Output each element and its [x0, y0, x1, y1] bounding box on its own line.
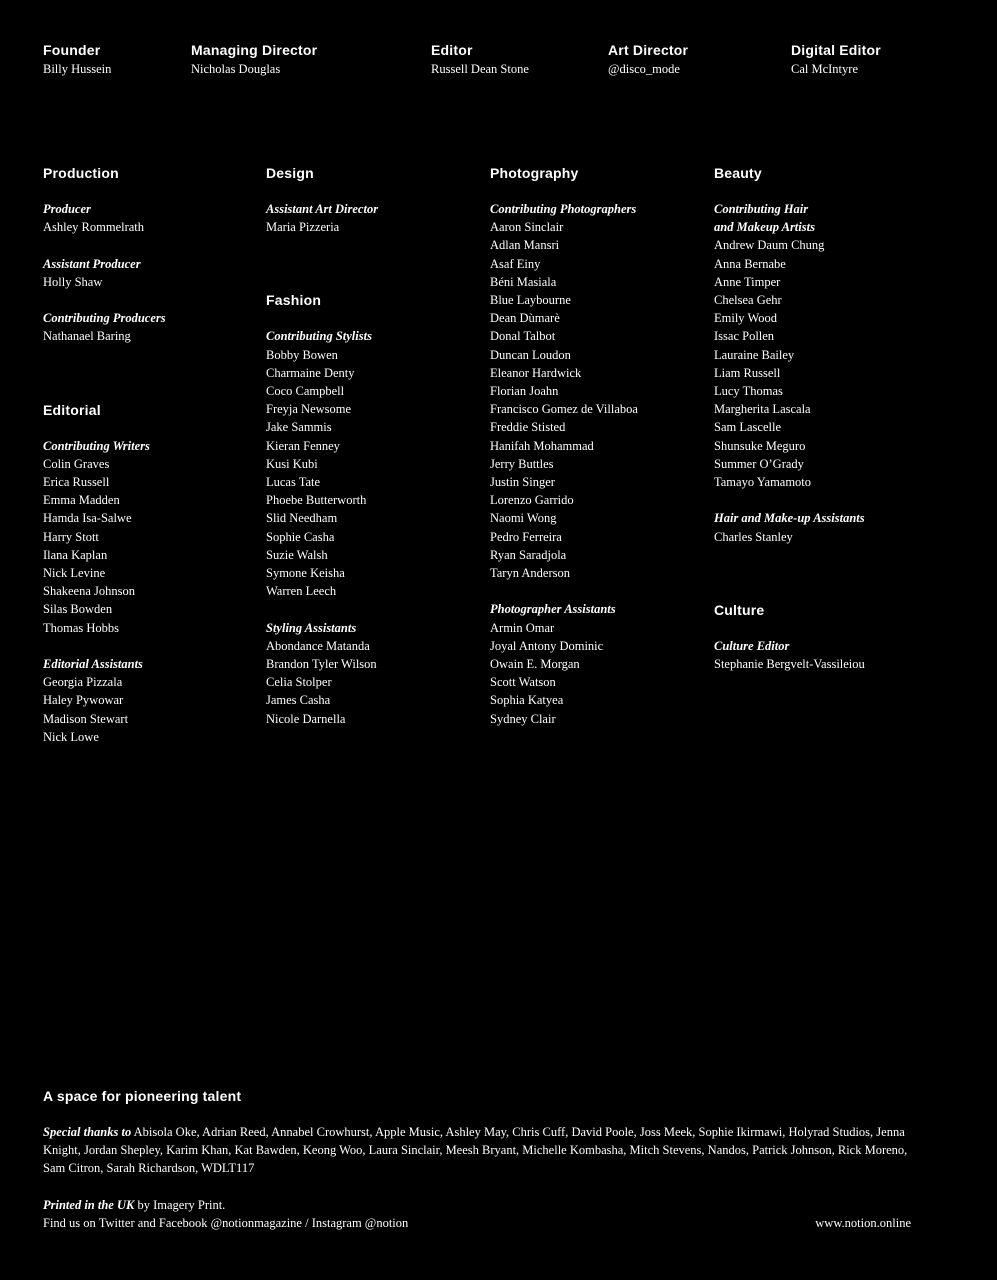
- list-item: Aaron Sinclair: [490, 220, 564, 235]
- list-item: Slid Needham: [266, 511, 338, 526]
- editorial-assistants-list: [43, 673, 258, 746]
- list-item: Lauraine Bailey: [714, 347, 795, 362]
- list-item: Francisco Gomez de Villaboa: [490, 402, 638, 417]
- footer: [43, 1087, 913, 1232]
- list-item: Nick Lowe: [43, 729, 99, 744]
- list-item: Warren Leech: [266, 584, 337, 599]
- thanks-label: Special thanks to: [43, 1125, 132, 1139]
- website-link[interactable]: www.notion.online: [815, 1216, 911, 1230]
- list-item: Tamayo Yamamoto: [714, 475, 812, 490]
- masthead-managing-director: [191, 41, 317, 78]
- tagline: A space for pioneering talent: [43, 1088, 242, 1104]
- role-label: Culture Editor: [714, 638, 790, 653]
- list-item: Issac Pollen: [714, 329, 775, 344]
- role-label: Producer: [43, 202, 91, 216]
- column-beauty-culture: [714, 164, 944, 673]
- list-item: Sophia Katyea: [490, 693, 564, 708]
- section-title-fashion: Fashion: [266, 292, 322, 309]
- list-item: Shakeena Johnson: [43, 584, 135, 599]
- role-label: Photographer Assistants: [490, 602, 616, 617]
- role-label: Founder: [43, 42, 101, 58]
- role-label: Editor: [431, 42, 473, 58]
- styling-assistants-list: [266, 637, 481, 728]
- list-item: Florian Joahn: [490, 384, 559, 399]
- social-text: Find us on Twitter and Facebook @notionmagazine / Instagram @notion: [43, 1216, 409, 1230]
- list-item: Erica Russell: [43, 475, 110, 489]
- role-label: Digital Editor: [791, 42, 881, 58]
- list-item: Armin Omar: [490, 620, 555, 635]
- list-item: Kusi Kubi: [266, 456, 318, 471]
- role-label: Contributing Producers: [43, 311, 166, 326]
- masthead-editor: [431, 41, 529, 78]
- section-title-photography: Photography: [490, 165, 579, 181]
- beauty-artists-list: [714, 236, 944, 491]
- list-item: Duncan Loudon: [490, 347, 571, 362]
- list-item: Charles Stanley: [714, 529, 793, 544]
- list-item: Anne Timper: [714, 274, 781, 289]
- list-item: Emily Wood: [714, 311, 778, 326]
- person-name: Nathanael Baring: [43, 329, 131, 344]
- photographer-assistants-list: [490, 619, 705, 728]
- special-thanks: [43, 1123, 913, 1178]
- writers-list: [43, 455, 258, 637]
- contact-line: [43, 1214, 913, 1232]
- role-label: and Makeup Artists: [714, 220, 815, 235]
- person-name: @disco_mode: [608, 62, 680, 76]
- masthead-art-director: [608, 41, 688, 78]
- list-item: Freyja Newsome: [266, 402, 352, 417]
- list-item: Brandon Tyler Wilson: [266, 657, 377, 672]
- role-label: Contributing Photographers: [490, 202, 637, 216]
- person-name: Maria Pizzeria: [266, 220, 340, 235]
- list-item: Emma Madden: [43, 493, 120, 508]
- role-label: Hair and Make-up Assistants: [714, 511, 865, 526]
- list-item: Blue Laybourne: [490, 293, 571, 308]
- list-item: Bobby Bowen: [266, 347, 338, 362]
- list-item: Madison Stewart: [43, 711, 129, 726]
- role-label: Styling Assistants: [266, 620, 357, 635]
- list-item: Jerry Buttles: [490, 456, 554, 471]
- list-item: James Casha: [266, 693, 331, 708]
- list-item: Phoebe Butterworth: [266, 493, 367, 508]
- list-item: Sydney Clair: [490, 711, 556, 726]
- section-title-culture: Culture: [714, 601, 765, 618]
- list-item: Ryan Saradjola: [490, 547, 567, 562]
- list-item: Harry Stott: [43, 529, 99, 544]
- list-item: Shunsuke Meguro: [714, 438, 806, 453]
- list-item: Suzie Walsh: [266, 547, 328, 562]
- person-name: Holly Shaw: [43, 274, 103, 289]
- thanks-text: Abisola Oke, Adrian Reed, Annabel Crowhurst, Apple Music, Ashley May, Chris Cuff, David Poole, Joss Meek, Sophie Ikirmawi, Holyrad Studios, Jenna Knight, Jordan Shepley, Karim Khan, Kat Bawden, Keong Woo, Laura Sinclair, Meesh Bryant, Michelle Kombasha, Mitch Stevens, Nandos, Patrick Johnson, Rick Moreno, Sam Citron, Sarah Richardson, WDLT117: [43, 1125, 908, 1176]
- column-photography: [490, 164, 705, 728]
- list-item: Sam Lascelle: [714, 420, 781, 435]
- list-item: Lucas Tate: [266, 475, 321, 490]
- section-title-beauty: Beauty: [714, 165, 762, 181]
- role-label: Art Director: [608, 42, 689, 58]
- list-item: Anna Bernabe: [714, 256, 786, 271]
- list-item: Liam Russell: [714, 365, 781, 380]
- list-item: Margherita Lascala: [714, 402, 811, 417]
- list-item: Béni Masiala: [490, 274, 557, 289]
- list-item: Jake Sammis: [266, 420, 332, 435]
- masthead-digital-editor: [791, 41, 881, 78]
- role-label: Editorial Assistants: [43, 657, 143, 672]
- list-item: Lorenzo Garrido: [490, 493, 574, 508]
- list-item: Donal Talbot: [490, 329, 556, 344]
- list-item: Summer O’Grady: [714, 456, 804, 471]
- list-item: Georgia Pizzala: [43, 675, 123, 690]
- person-name: Billy Hussein: [43, 62, 112, 76]
- list-item: Thomas Hobbs: [43, 620, 120, 635]
- list-item: Hanifah Mohammad: [490, 438, 594, 453]
- list-item: Adlan Mansri: [490, 238, 560, 253]
- photographers-list: [490, 218, 705, 582]
- masthead-founder: [43, 41, 111, 78]
- list-item: Taryn Anderson: [490, 566, 571, 581]
- person-name: Nicholas Douglas: [191, 62, 281, 76]
- list-item: Asaf Einy: [490, 256, 541, 271]
- list-item: Abondance Matanda: [266, 638, 370, 653]
- column-production-editorial: [43, 164, 258, 746]
- list-item: Celia Stolper: [266, 675, 332, 690]
- list-item: Coco Campbell: [266, 384, 345, 399]
- list-item: Haley Pywowar: [43, 693, 124, 708]
- list-item: Nicole Darnella: [266, 711, 346, 726]
- person-name: Russell Dean Stone: [431, 62, 529, 76]
- list-item: Owain E. Morgan: [490, 657, 580, 672]
- section-title-editorial: Editorial: [43, 401, 101, 418]
- section-title-production: Production: [43, 165, 119, 181]
- list-item: Lucy Thomas: [714, 384, 783, 399]
- role-label: Contributing Stylists: [266, 329, 372, 344]
- list-item: Andrew Daum Chung: [714, 238, 825, 253]
- printed-line: [43, 1196, 913, 1214]
- printed-label: Printed in the UK: [43, 1197, 135, 1212]
- list-item: Eleanor Hardwick: [490, 365, 582, 380]
- list-item: Symone Keisha: [266, 566, 345, 581]
- list-item: Joyal Antony Dominic: [490, 638, 604, 653]
- stylists-list: [266, 346, 481, 601]
- list-item: Nick Levine: [43, 566, 106, 581]
- list-item: Freddie Stisted: [490, 420, 566, 435]
- person-name: Stephanie Bergvelt-Vassileiou: [714, 657, 865, 672]
- list-item: Justin Singer: [490, 475, 555, 490]
- role-label: Managing Director: [191, 42, 318, 58]
- person-name: Ashley Rommelrath: [43, 220, 145, 235]
- printed-text: by Imagery Print.: [134, 1197, 226, 1212]
- column-design-fashion: [266, 164, 481, 728]
- list-item: Dean Dùmarè: [490, 311, 560, 326]
- list-item: Silas Bowden: [43, 602, 113, 617]
- person-name: Cal McIntyre: [791, 62, 858, 76]
- role-label: Assistant Art Director: [266, 202, 379, 216]
- list-item: Sophie Casha: [266, 529, 335, 544]
- list-item: Pedro Ferreira: [490, 529, 562, 544]
- list-item: Kieran Fenney: [266, 438, 340, 453]
- list-item: Colin Graves: [43, 456, 110, 471]
- list-item: Naomi Wong: [490, 511, 557, 526]
- list-item: Charmaine Denty: [266, 365, 355, 380]
- list-item: Hamda Isa-Salwe: [43, 511, 132, 526]
- role-label: Assistant Producer: [43, 256, 141, 271]
- role-label: Contributing Writers: [43, 438, 150, 453]
- role-label: Contributing Hair: [714, 202, 809, 216]
- list-item: Ilana Kaplan: [43, 547, 108, 562]
- section-title-design: Design: [266, 165, 314, 181]
- list-item: Scott Watson: [490, 675, 556, 690]
- list-item: Chelsea Gehr: [714, 293, 782, 308]
